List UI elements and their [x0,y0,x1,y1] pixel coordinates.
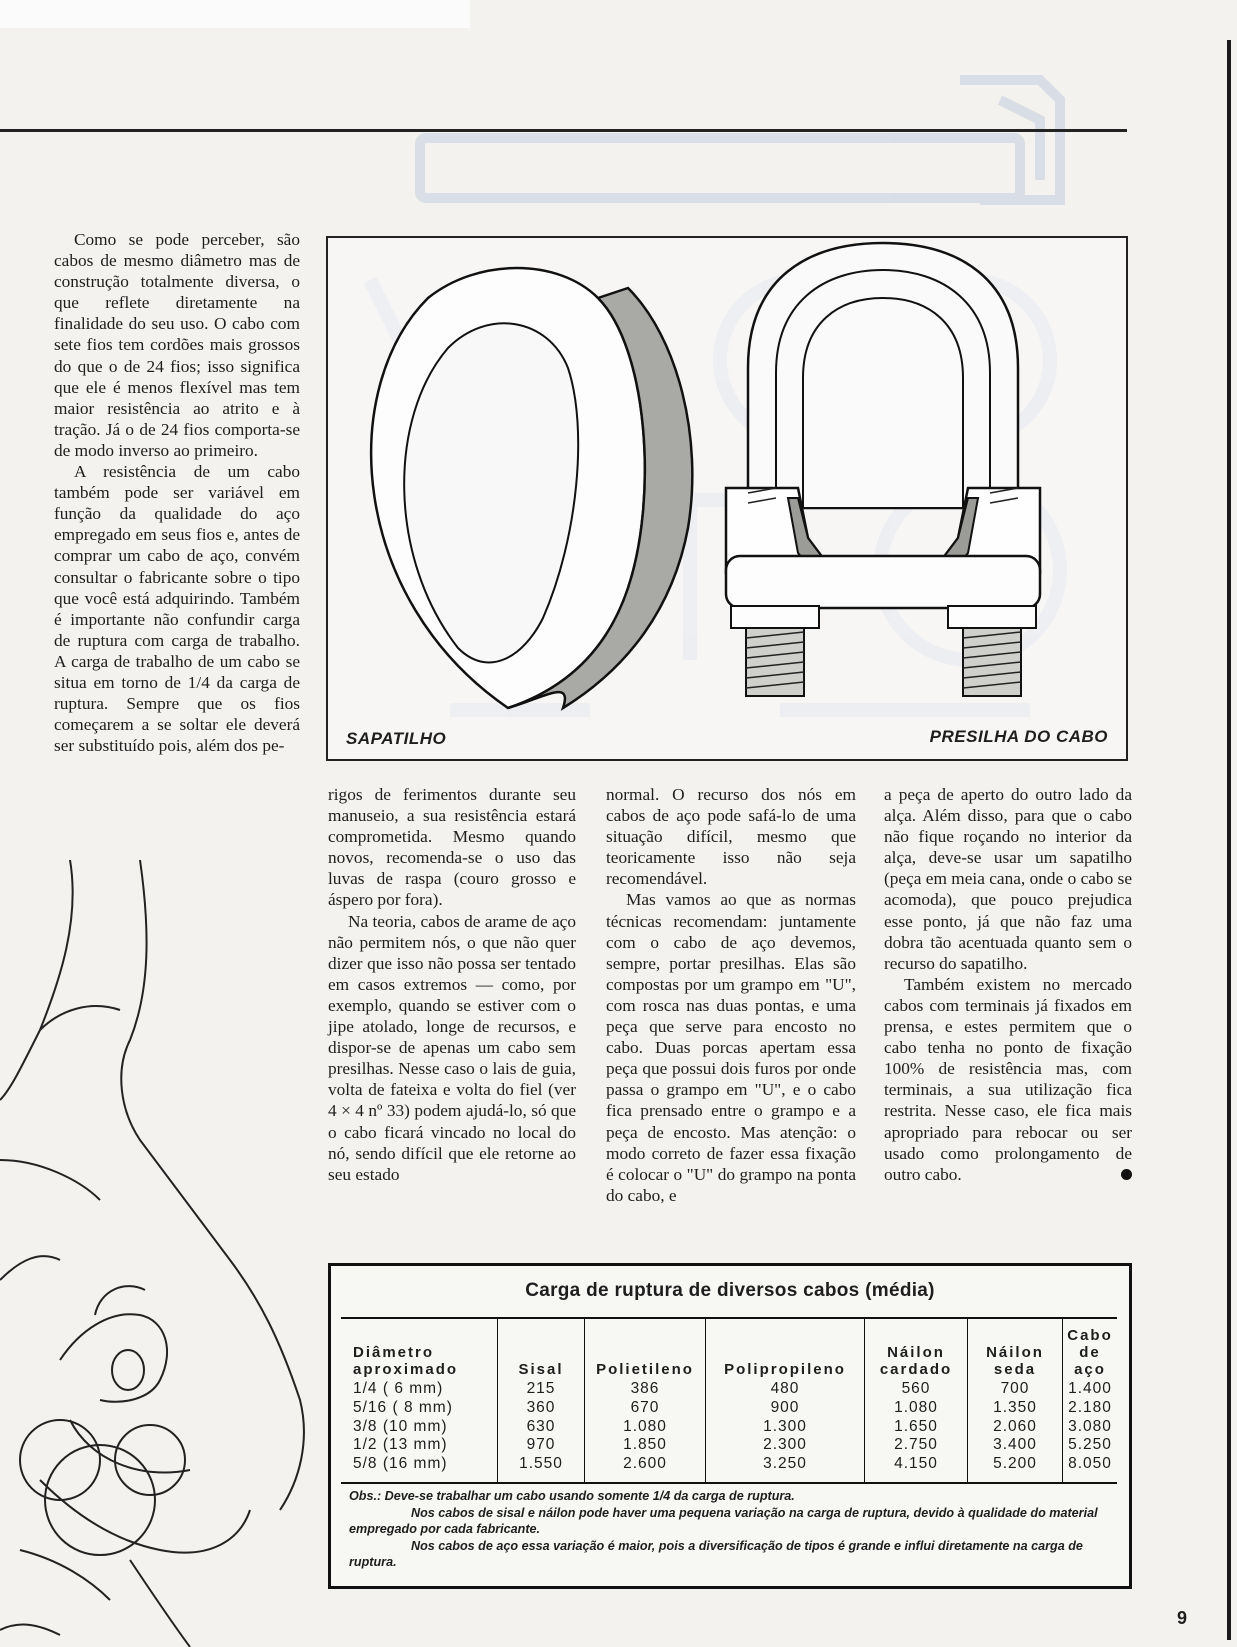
header-rule [0,129,1127,132]
table-cell: 360 [498,1399,585,1418]
paragraph: Como se pode perceber, são cabos de mesmo diâmetro mas de construção totalmente diversa, o que reflete diretamente na finalidade do seu uso. O cabo com sete fios tem cordões mais grossos do que o de 24 fios; isso significa que ele é menos flexível mas tem maior resistência ao atrito e à tração. Já o de 24 fios comporta-se de modo inverso ao primeiro. [54,230,300,460]
table-row [341,1380,1117,1399]
paragraph: rigos de ferimentos durante seu manuseio, a sua resistência estará comprometida. Mesmo quando novos, recomenda-se o uso das luvas de raspa (couro grosso e áspero por fora). [328,785,576,910]
table-cell: 2.060 [968,1418,1063,1437]
column-header [1063,1318,1118,1380]
article-column-2 [328,784,576,1185]
table-cell: 5.200 [968,1455,1063,1483]
table-row [341,1399,1117,1418]
table-cell: 970 [498,1436,585,1455]
table-cell: 386 [585,1380,706,1399]
column-header: Polipropileno [706,1318,865,1380]
table-cell: 215 [498,1380,585,1399]
table-cell: 1.350 [968,1399,1063,1418]
table-cell: 2.300 [706,1436,865,1455]
table-cell: 3.250 [706,1455,865,1483]
header-line: cardado [879,1361,953,1378]
table-cell: 2.180 [1063,1399,1118,1418]
paragraph: A resistência de um cabo também pode ser variável em função da qualidade do aço empregado em seus fios e, antes de comprar um cabo de aço, convém consultar o fabricante sobre o tipo que você está adquirindo. Também é importante não confundir carga de ruptura com carga de trabalho. A carga de trabalho de um cabo se situa em torno de 1/4 da carga de ruptura. Sempre que os fios começarem a se soltar ele deverá ser substituído pois, além dos pe- [54,462,300,756]
table-cell: 3.400 [968,1436,1063,1455]
table-cell: 1.400 [1063,1380,1118,1399]
article-column-1 [54,229,300,756]
paragraph [884,974,1132,1185]
header-line: Náilon [986,1344,1044,1361]
table-cell: 1/2 (13 mm) [353,1436,448,1454]
paragraph: a peça de aperto do outro lado da alça. Além disso, para que o cabo não fique roçando no interior da alça, deve-se usar um sapatilho (peça em meia cana, onde o cabo se acomoda), que pouco prejudica esse ponto, já que não faz uma dobra tão acentuada quanto sem o recurso do sapatilho. [884,785,1132,973]
header-line: de aço [1074,1344,1106,1378]
header-line: Diâmetro [353,1344,435,1361]
paragraph-text: Também existem no mercado cabos com terminais já fixados em prensa, e estes permitem que o cabo tenha no ponto de fixação 100% de resistência mas, com terminais, a sua utilização fica restrita. Nesse caso, ele fica mais apropriado para rebocar ou ser usado como prolongamento de outro cabo. [884,974,1132,1184]
table-cell: 630 [498,1418,585,1437]
paragraph: normal. O recurso dos nós em cabos de aço pode safá-lo de uma situação difícil, mesmo que teoricamente isso não seja recomendável. [606,785,856,889]
table-cell: 1/4 ( 6 mm) [353,1380,444,1397]
column-header [968,1318,1063,1380]
table-cell: 1.300 [706,1418,865,1437]
table-cell: 1.550 [498,1455,585,1483]
note: Nos cabos de aço essa variação é maior, pois a diversificação de tipos é grande e influi diretamente na carga de ruptura. [349,1538,1083,1569]
thimble-drawing [371,268,692,708]
cartoon-illustration [0,860,320,1647]
table-cell: 1.650 [865,1418,968,1437]
thimble-and-clamp-drawing [328,238,1126,759]
page-number: 9 [1176,1608,1187,1628]
paper-edge [0,0,470,28]
table-title: Carga de ruptura de diversos cabos (média) [525,1280,935,1301]
table-cell: 2.750 [865,1436,968,1455]
table-cell: 4.150 [865,1455,968,1483]
breaking-load-table [341,1317,1117,1484]
column-header [341,1318,498,1380]
clamp-label: PRESILHA DO CABO [929,727,1108,746]
header-line: seda [993,1361,1037,1378]
table-cell: 1.080 [865,1399,968,1418]
paragraph: Na teoria, cabos de arame de aço não permitem nós, o que não quer dizer que isso não possa ser tentado em casos extremos — como, por exemplo, quando se estiver com o jipe atolado, longe de recursos, e dispor-se de apenas um cabo sem presilhas. Nesse caso o lais de guia, volta de fateixa e volta do fiel (ver 4 × 4 nº 33) podem ajudá-lo, só que o cabo ficará vincado no local do nó, sendo difícil que ele retorne ao seu estado [328,911,576,1184]
table-cell: 3/8 (10 mm) [353,1417,448,1435]
page-edge-shadow [1227,40,1231,1640]
table-header-row [341,1318,1117,1380]
article-column-4 [884,784,1132,1185]
table-cell: 670 [585,1399,706,1418]
table-cell: 700 [968,1380,1063,1399]
load-table-panel [328,1263,1132,1589]
header-line: aproximado [353,1361,459,1378]
table-body [341,1380,1117,1483]
table-cell: 5/16 ( 8 mm) [353,1398,453,1416]
table-cell: 1.080 [585,1418,706,1437]
paragraph: Mas vamos ao que as normas técnicas recomendam: juntamente com o cabo de aço devemos, sempre, portar presilhas. Elas são compostas por um grampo em "U", com rosca nas duas pontas, e uma peça que serve para encosto no cabo. Duas porcas apertam essa peça que possui dois furos por onde passa o grampo em "U", e o cabo fica prensado entre o grampo e a peça de encosto. Mas atenção: o modo correto de fazer essa fixação é colocar o "U" do grampo na ponta do cabo, e [606,890,856,1205]
article-column-3 [606,784,856,1206]
table-row [341,1436,1117,1455]
header-line: Náilon [887,1344,945,1361]
table-cell: 5.250 [1063,1436,1118,1455]
table-cell: 3.080 [1063,1418,1118,1437]
table-cell: 8.050 [1063,1455,1118,1483]
note: Obs.: Deve-se trabalhar um cabo usando somente 1/4 da carga de ruptura. [349,1489,795,1503]
table-cell: 900 [706,1399,865,1418]
show-through-heading [400,60,1120,230]
end-of-article-mark [1121,1169,1132,1180]
figure-illustration [326,236,1128,761]
header-line: Cabo [1067,1327,1113,1344]
table-cell: 2.600 [585,1455,706,1483]
column-header: Sisal [498,1318,585,1380]
table-cell: 1.850 [585,1436,706,1455]
table-cell: 5/8 (16 mm) [353,1455,448,1473]
cable-clamp-drawing [726,243,1040,696]
note: Nos cabos de sisal e náilon pode haver uma pequena variação na carga de ruptura, devido à qualidade do material empregado por cada fabricante. [349,1505,1098,1536]
table-cell: 480 [706,1380,865,1399]
table-cell: 560 [865,1380,968,1399]
column-header: Polietileno [585,1318,706,1380]
table-row [341,1418,1117,1437]
thimble-label: SAPATILHO [346,729,447,748]
table-notes [349,1488,1119,1571]
table-row [341,1455,1117,1483]
column-header [865,1318,968,1380]
